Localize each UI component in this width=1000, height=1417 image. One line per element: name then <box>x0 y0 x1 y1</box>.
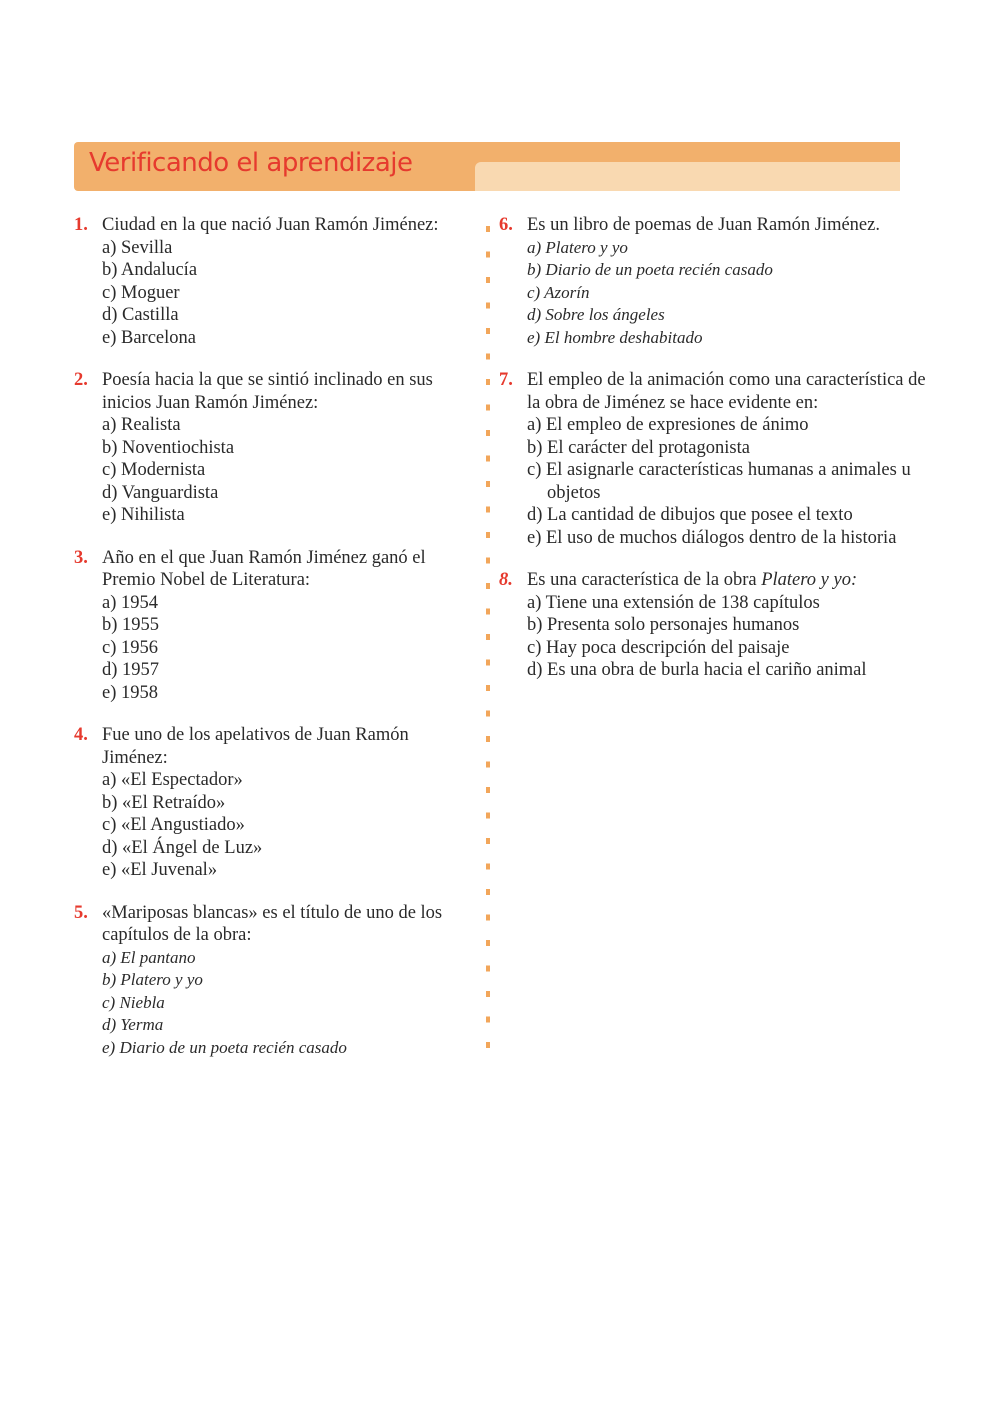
question-1 <box>74 214 464 349</box>
option-a[interactable]: a) «El Espectador» <box>102 770 243 790</box>
question-text <box>527 569 939 592</box>
option-b[interactable]: b) Andalucía <box>102 260 198 280</box>
question-text: Es un libro de poemas de Juan Ramón Jiménez. <box>527 215 880 235</box>
option-b[interactable]: b) Presenta solo personajes humanos <box>527 615 800 635</box>
option-c[interactable]: c) Modernista <box>102 460 206 480</box>
question-number: 2. <box>74 370 88 390</box>
question-number: 3. <box>74 547 88 568</box>
option-c[interactable]: c) «El Angustiado» <box>102 815 245 835</box>
option-a[interactable]: a) 1954 <box>102 592 158 613</box>
option-b[interactable]: b) El carácter del protagonista <box>527 437 750 458</box>
option-e[interactable]: e) Barcelona <box>102 327 196 348</box>
option-a[interactable]: a) Tiene una extensión de 138 capítulos <box>527 592 820 613</box>
question-number: 5. <box>74 902 88 923</box>
option-b[interactable]: b) 1955 <box>102 615 160 635</box>
option-c[interactable]: c) Moguer <box>102 282 180 303</box>
option-b[interactable]: b) Diario de un poeta recién casado <box>527 260 773 279</box>
question-text: «Mariposas blancas» es el título de uno de los capítulos de la obra: <box>102 902 443 945</box>
option-a[interactable]: a) Platero y yo <box>527 237 628 257</box>
option-a[interactable]: a) El empleo de expresiones de ánimo <box>527 415 809 435</box>
question-text-prefix: Es una característica de la obra <box>527 570 762 590</box>
option-d[interactable]: d) Es una obra de burla hacia el cariño animal <box>527 660 867 680</box>
option-d[interactable]: d) Castilla <box>102 305 179 325</box>
option-b[interactable]: b) Platero y yo <box>102 970 203 989</box>
left-column <box>74 214 464 1059</box>
option-c[interactable]: c) 1956 <box>102 637 158 658</box>
question-6 <box>499 214 939 349</box>
question-number: 4. <box>74 725 88 745</box>
option-a[interactable]: a) Sevilla <box>102 237 173 258</box>
question-number: 7. <box>499 370 513 390</box>
option-d[interactable]: d) 1957 <box>102 660 160 680</box>
option-list <box>102 237 464 350</box>
option-e[interactable]: e) «El Juvenal» <box>102 860 218 880</box>
question-text: El empleo de la animación como una característica de la obra de Jiménez se hace evidente en: <box>527 370 926 413</box>
question-text: Año en el que Juan Ramón Jiménez ganó el Premio Nobel de Literatura: <box>102 547 426 590</box>
option-d[interactable]: d) Yerma <box>102 1015 164 1034</box>
option-e[interactable]: e) 1958 <box>102 682 158 703</box>
option-e[interactable]: e) El uso de muchos diálogos dentro de la historia <box>527 527 897 548</box>
option-list <box>527 237 939 350</box>
option-c[interactable]: c) Azorín <box>527 282 590 302</box>
option-list <box>527 414 939 549</box>
option-c[interactable]: c) Niebla <box>102 992 165 1012</box>
option-a[interactable]: a) Realista <box>102 415 181 435</box>
option-e[interactable]: e) El hombre deshabitado <box>527 327 703 347</box>
option-list <box>102 414 464 527</box>
question-5 <box>74 902 464 1060</box>
question-text: Fue uno de los apelativos de Juan Ramón Jiménez: <box>102 725 409 768</box>
question-number: 1. <box>74 215 88 235</box>
question-8 <box>499 569 939 682</box>
question-text: Poesía hacia la que se sintió inclinado en sus inicios Juan Ramón Jiménez: <box>102 370 433 413</box>
header-banner-inner <box>475 162 900 191</box>
option-e[interactable]: e) Nihilista <box>102 505 185 525</box>
question-3 <box>74 547 464 705</box>
option-e[interactable]: e) Diario de un poeta recién casado <box>102 1037 347 1057</box>
option-d[interactable]: d) Vanguardista <box>102 482 219 503</box>
option-c[interactable]: c) El asignarle características humanas a animales u objetos <box>527 460 911 503</box>
option-a[interactable]: a) El pantano <box>102 947 196 967</box>
question-number: 6. <box>499 215 513 235</box>
right-column <box>499 214 939 682</box>
question-text: Ciudad en la que nació Juan Ramón Jiménez: <box>102 215 439 235</box>
question-text-italic: Platero y yo: <box>761 570 858 590</box>
question-2 <box>74 369 464 527</box>
option-d[interactable]: d) Sobre los ángeles <box>527 305 665 324</box>
page-title: Verificando el aprendizaje <box>89 148 413 178</box>
option-list <box>102 592 464 705</box>
option-d[interactable]: d) La cantidad de dibujos que posee el texto <box>527 505 853 525</box>
question-7 <box>499 369 939 549</box>
option-b[interactable]: b) «El Retraído» <box>102 792 226 813</box>
option-list <box>527 592 939 682</box>
option-b[interactable]: b) Noventiochista <box>102 437 235 458</box>
question-4 <box>74 724 464 882</box>
question-number: 8. <box>499 570 513 590</box>
option-list <box>102 947 464 1060</box>
option-d[interactable]: d) «El Ángel de Luz» <box>102 837 263 858</box>
option-c[interactable]: c) Hay poca descripción del paisaje <box>527 637 790 658</box>
column-divider <box>486 226 490 1051</box>
option-list <box>102 769 464 882</box>
